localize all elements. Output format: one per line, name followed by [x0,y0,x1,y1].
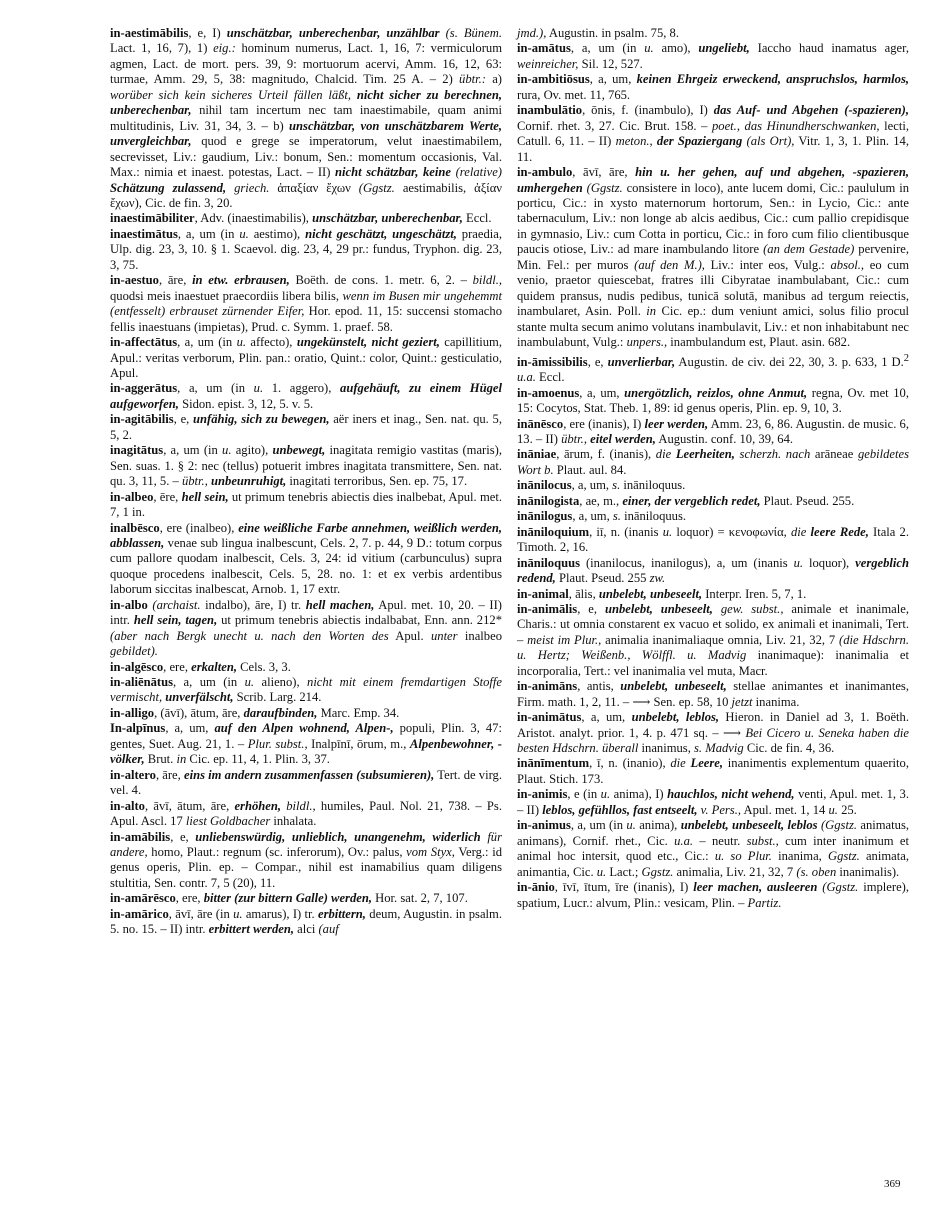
dictionary-entry [110,443,502,489]
entry-headword: in-animis [517,787,568,802]
entry-headword: in-altero [110,767,156,782]
dictionary-entry [110,490,502,521]
dictionary-entry [110,721,502,767]
entry-definition: , a, um, s. ināniloquus. [572,509,687,524]
dictionary-entry [110,211,502,226]
entry-definition: , a, um (in u. amo), ungeliebt, Iaccho haud inamatus ager, weinreicher, Sil. 12, 527. [517,41,909,71]
entry-definition: jmd.), Augustin. in psalm. 75, 8. [517,26,679,40]
dictionary-entry [517,165,909,350]
entry-headword: in-aestimābilis [110,26,189,40]
dictionary-entry [110,675,502,706]
entry-headword: in-animāns [517,679,578,694]
dictionary-entry [110,799,502,830]
entry-definition: , e, unliebenswürdig, unlieblich, unangenehm, widerlich für andere, homo, Plaut.: regnum (sc. inferorum), Ov.: palus, vom Styx, Verg.: id genus operis, Plin. ep. – Compar., nihil est inamabilius quam diligens stultitia, Sen. contr. 7, 5 (20), 11. [110,829,503,890]
entry-headword: in-animus [517,818,571,833]
entry-definition: , a, um (in u. anima), unbelebt, unbeseelt, leblos (Ggstz. animatus, animans), Cornif. rhet., Cic. u.a. – neutr. subst., cum inter inanimum et animal hoc intersit, quod etc., Cic.: u. so Plur. inanima, Ggstz. animata, animantia, Cic. u. Lact.; Ggstz. animalia, Liv. 21, 32, 7 (s. oben inanimalis). [517,818,910,879]
entry-headword: In-alpīnus [110,721,166,736]
entry-headword: in-amārico [110,906,169,921]
dictionary-entry [517,417,909,448]
dictionary-entry [517,525,909,556]
dictionary-entry [110,907,502,938]
dictionary-entry [517,72,909,103]
dictionary-entry [110,706,502,721]
entry-headword: in-aliēnātus [110,675,173,690]
entry-headword: ināniae [517,447,557,462]
entry-definition: , ī, n. (inanio), die Leere, inanimentis explementum quaerito, Plaut. Stich. 173. [517,756,909,786]
dictionary-entry [110,412,502,443]
dictionary-entry [110,660,502,675]
entry-definition: , āvī, āre (in u. amarus), I) tr. erbittern, deum, Augustin. in psalm. 5. no. 15. – II) intr. erbittert werden, alci (auf [110,906,502,937]
entry-definition: , ōnis, f. (inambulo), I) das Auf- und Abgehen (-spazieren), Cornif. rhet. 3, 27. Cic. Brut. 158. – poet., das Hinundherschwanken, lecti, Catull. 6, 11. – II) meton., der Spaziergang (als Ort), Vitr. 1, 3, 1. Plin. 14, 11. [517,103,909,164]
entry-headword: ināniloquium [517,524,590,539]
entry-headword: in-affectātus [110,335,178,350]
entry-definition: , e (in u. anima), I) hauchlos, nicht wehend, venti, Apul. met. 1, 3. – II) leblos, gefühllos, fast entseelt, v. Pers., Apul. met. 1, 14 u. 25. [517,787,910,817]
dictionary-entry [110,227,502,273]
entry-headword: inambulātio [517,103,583,118]
dictionary-entry [517,787,909,818]
entry-definition: , Adv. (inaestimabilis), unschätzbar, unberechenbar, Eccl. [194,211,492,226]
entry-headword: in-ambulo [517,165,573,180]
entry-definition: , āvī, ātum, āre, erhöhen, bildl., humiles, Paul. Nol. 21, 738. – Ps. Apul. Ascl. 17 liest Goldbacher inhalata. [110,798,502,829]
entry-definition: (archaist. indalbo), āre, I) tr. hell machen, Apul. met. 10, 20. – II) intr. hell sein, tagen, ut primum tenebris abiectis indalbabat, Enn. ann. 212* (aber nach Bergk unecht u. nach den Worten des Apul. unter inalbeo gebildet). [110,597,502,659]
dictionary-entry [110,891,502,906]
entry-definition: , ere (inanis), I) leer werden, Amm. 23, 6, 86. Augustin. de music. 6, 13. – II) übtr., eitel werden, Augustin. conf. 10, 39, 64. [517,416,909,446]
entry-definition: , ere, erkalten, Cels. 3, 3. [163,659,291,674]
entry-definition: , e, I) unschätzbar, unberechenbar, unzählbar (s. Bünem. Lact. 1, 16, 7), 1) eig.: hominum numerus, Lact. 1, 16, 7: vermiculorum agmen, Lact. de mort. pers. 39, 9: mortuorum acervi, Amm. 16, 12, 63: turmae, Amm. 29, 5, 38: magnitudo, Chalcid. Tim. 25 A. – 2) übtr.: a) worüber sich kein sicheres Urteil fällen läßt, nicht sicher zu berechnen, unberechenbar, nihil tam incertum nec tam inaestimabile, quam animi multitudinis, Liv. 31, 34, 3. – b) unschätzbar, von unschätzbarem Werte, unvergleichbar, quod e grege se imperatorum, velut inaestimabilem, secrevisset, Liv.: gaudium, Liv.: bonum, Sen.: momentum occasionis, Val. Max.: nimia et inaest. potestas, Lact. – II) nicht schätzbar, keine (relative) Schätzung zulassend, griech. ἀπαξίαν ἔχων (Ggstz. aestimabilis, ἀξίαν ἔχων), Cic. de fin. 3, 20. [110,26,503,210]
dictionary-entry [517,602,909,679]
dictionary-entry [110,768,502,799]
dictionary-entry [517,494,909,509]
entry-headword: in-albo [110,597,148,612]
page-number: 369 [884,1178,901,1190]
entry-definition: , a, um, unbelebt, leblos, Hieron. in Daniel ad 3, 1. Boëth. Aristot. analyt. prior. 1, 4. p. 471 sq. – ⟶ Bei Cicero u. Seneka haben die besten Hdschrn. überall inanimus, s. Madvig Cic. de fin. 4, 36. [517,710,909,756]
entry-definition: , āre, in etw. erbrausen, Boëth. de cons. 1. metr. 6, 2. – bildl., quodsi meis inaestuet praecordiis libera bilis, wenn im Busen mir ungehemmt (entfesselt) erbrauset zürnender Eifer, Hor. epod. 11, 15: succensi stomacho fellis inaestuans (impietas), Prud. c. Symm. 1. praef. 58. [110,273,502,334]
dictionary-entry [110,381,502,412]
entry-headword: in-ānio [517,880,555,895]
dictionary-entry [517,587,909,602]
dictionary-entry [517,103,909,165]
left-column [110,26,502,938]
entry-definition: , ere, bitter (zur bittern Galle) werden, Hor. sat. 2, 7, 107. [175,891,468,906]
entry-definition: , ālis, unbelebt, unbeseelt, Interpr. Iren. 5, 7, 1. [568,586,807,601]
entry-headword: inaestimābiliter [110,211,195,226]
entry-headword: in-algēsco [110,659,164,674]
entry-headword: inānilogus [517,509,573,524]
entry-headword: inānīmentum [517,756,590,771]
entry-definition: , ere (inalbeo), eine weißliche Farbe annehmen, weißlich werden, abblassen, venae sub lingua inalbescunt, Cels. 2, 7. p. 44, 9 D.: totum corpus cum pallore quodam inalbescit, Cels. 3, 24: id vitium (carbunculus) supra quoque procedens inalbescit, Cels. 5, 28. no. 1: et ex verbis ardentibus laborum siccitas inalbescat, Arnob. 1, 17 extr. [110,520,503,597]
entry-headword: in-animal [517,586,569,601]
dictionary-entry [110,830,502,892]
entry-definition: , (āvī), ātum, āre, daraufbinden, Marc. Emp. 34. [154,705,400,720]
entry-definition: , a, um, auf den Alpen wohnend, Alpen-, populi, Plin. 3, 47: gentes, Suet. Aug. 21, 1. – Plur. subst., Inalpīnī, ōrum, m., Alpenbewohner, -völker, Brut. in Cic. ep. 11, 4, 1. Plin. 3, 37. [110,721,502,767]
entry-definition: , a, um (in u. aestimo), nicht geschätzt, ungeschätzt, praedia, Ulp. dig. 23, 3, 10. § 1. Scaevol. dig. 23, 4, 29 pr.: fundus, Tryphon. dig. 23, 3, 75. [110,226,502,272]
entry-headword: in-animātus [517,710,582,725]
dictionary-entry [517,679,909,710]
right-column [517,26,909,911]
entry-headword: in-agitābilis [110,412,174,427]
dictionary-entry [110,335,502,381]
entry-definition: (inanilocus, inanilogus), a, um (inanis u. loquor), vergeblich redend, Plaut. Pseud. 255 zw. [517,555,909,586]
entry-definition: , a, um (in u. affecto), ungekünstelt, nicht geziert, capillitium, Apul.: veritas verborum, Plin. pan.: oratio, Quint.: color, Quint.: gesticulatio, Apul. [110,335,502,380]
dictionary-entry [517,756,909,787]
entry-definition: , a, um (in u. alieno), nicht mit einem fremdartigen Stoffe vermischt, unverfälscht, Scrib. Larg. 214. [110,675,502,705]
entry-definition: , e, unverlierbar, Augustin. de civ. dei 22, 30, 3. p. 633, 1 D.$^2$ u.a. Eccl. [517,352,909,385]
entry-definition: , ae, m., einer, der vergeblich redet, Plaut. Pseud. 255. [579,493,855,508]
entry-headword: in-animālis [517,601,578,616]
entry-definition: , a, um, s. ināniloquus. [571,478,686,493]
dictionary-entry [517,26,909,41]
dictionary-entry [110,273,502,335]
entry-headword: inalbēsco [110,520,160,535]
entry-definition: , a, um, unergötzlich, reizlos, ohne Anmut, regna, Ov. met 10, 15: Cocytos, Stat. Theb. 1, 89: id genus operis, Plin. ep. 9, 10, 3. [517,385,909,416]
entry-definition: , īvī, ītum, īre (inanis), I) leer machen, ausleeren (Ggstz. implere), spatium, Lucr.: alvum, Plin.: vesicam, Plin. – Partiz. [517,880,909,910]
entry-definition: , a, um, keinen Ehrgeiz erweckend, anspruchslos, harmlos, rura, Ov. met. 11, 765. [517,72,909,102]
entry-headword: inānēsco [517,416,564,431]
dictionary-entry [517,880,909,911]
dictionary-entry [517,556,909,587]
entry-definition: , a, um (in u. agito), unbewegt, inagitata remigio vastitas (maris), Sen. suas. 1. § 2: nec (tellus) potuerit imbres inagitata transmittere, Sen. nat. qu. 3, 11, 5. – übtr., unbeunruhigt, inagitati terroribus, Sen. ep. 75, 17. [110,443,502,489]
dictionary-entry [517,509,909,524]
entry-headword: in-āmissibilis [517,354,588,369]
dictionary-entry [517,447,909,478]
dictionary-entry [110,598,502,660]
entry-headword: in-ambitiōsus [517,72,590,87]
entry-headword: in-aggerātus [110,381,178,396]
entry-definition: , e, unbelebt, unbeseelt, gew. subst., animale et inanimale, Charis.: ut omnia constarent ex vacuo et solido, ex animali et inanimali, Tert. – meist im Plur., animalia inanimaliaque omnia, Liv. 21, 32, 7 (die Hdschrn. u. Hertz; Weißenb., Wölffl. u. Madvig inanimaque): inanimalia et incorporalia, Tert.: vel inanimalia vel muta, Macr. [517,601,910,678]
entry-definition: , ēre, hell sein, ut primum tenebris abiectis dies inalbebat, Apul. met. 7, 1 in. [110,489,502,520]
entry-definition: , iī, n. (inanis u. loquor) = κενοφωνία, die leere Rede, Itala 2. Timoth. 2, 16. [517,524,909,555]
entry-definition: , āre, eins im andern zusammenfassen (subsumieren), Tert. de virg. vel. 4. [110,767,503,798]
entry-definition: , a, um (in u. 1. aggero), aufgehäuft, zu einem Hügel aufgeworfen, Sidon. epist. 3, 12, 5. v. 5. [110,381,502,411]
dictionary-entry [517,41,909,72]
dictionary-entry [517,386,909,417]
entry-headword: in-alligo [110,705,155,720]
entry-definition: , e, unfähig, sich zu bewegen, aër iners et inag., Sen. nat. qu. 5, 5, 2. [110,412,502,442]
entry-headword: ināniloquus [517,555,581,570]
entry-headword: in-aestuo [110,273,159,288]
entry-headword: inaestimātus [110,226,178,241]
dictionary-entry [110,521,502,598]
entry-headword: in-amoenus [517,385,580,400]
dictionary-entry [517,710,909,756]
entry-definition: , ārum, f. (inanis), die Leerheiten, scherzh. nach arāneae gebildetes Wort b. Plaut. aul. 84. [517,447,909,477]
entry-headword: inānilogista [517,493,580,508]
entry-headword: in-amārēsco [110,891,176,906]
dictionary-entry [517,818,909,880]
dictionary-entry [110,26,502,211]
entry-headword: in-alto [110,798,145,813]
entry-headword: in-amābilis [110,829,171,844]
entry-definition: , antis, unbelebt, unbeseelt, stellae animantes et inanimantes, Firm. math. 1, 2, 11. – ⟶ Sen. ep. 58, 10 jetzt inanima. [517,679,909,709]
entry-headword: inānilocus [517,478,572,493]
dictionary-entry [517,478,909,493]
entry-definition: , āvī, āre, hin u. her gehen, auf und abgehen, -spazieren, umhergehen (Ggstz. consistere in loco), ante lucem domi, Cic.: paululum in porticu, Cic.: in xysto maternorum hortorum, Sen.: in Lycio, Cic.: ante tabernaculum, Liv.: non longe ab alcis aedibus, Cic.: cum pallio crepidisque in gymnasio, Liv.: cum Cotta in porticu, Cic.: in foro cum filio clientibusque paucis otiose, Liv.: ad mare inambulando litore (an dem Gestade) pervenire, Min. Fel.: per muros (auf den M.), Liv.: inter eos, Vulg.: absol., eo cum venio, praetor quiescebat, fratres illi Cibyratae inambulabant, Cic.: cum quidem pransus, nudis pedibus, tunicā solutā, manibus ad tergum reiectis, inambularet, Asin. Poll. in Cic. ep.: dum veniunt amici, solus filio procul stante multa secum animo volutans inambulavit, Liv.: et non inhabitabunt nec inambulabunt, Vulg.: unpers., inambulandum est, Plaut. asin. 682. [517,165,910,350]
entry-headword: inagitātus [110,443,164,458]
entry-headword: in-albeo [110,489,154,504]
dictionary-entry [517,351,909,386]
entry-headword: in-amātus [517,41,571,56]
